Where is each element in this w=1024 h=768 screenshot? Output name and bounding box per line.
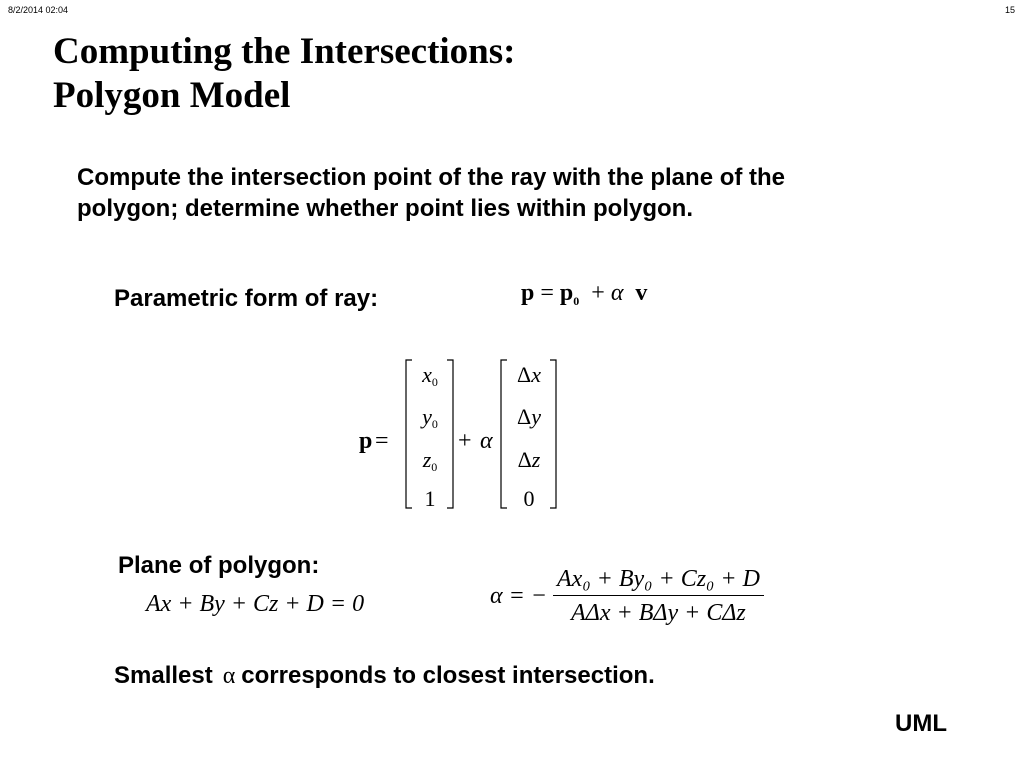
plane-label: Plane of polygon: [118,552,320,579]
plane-equation-text: Ax + By + Cz + D = 0 [146,591,365,617]
ray-matrix-equation [355,352,565,516]
ray-label: Parametric form of ray: [114,285,379,312]
alpha-formula [490,566,764,627]
ray-eq-alpha: α [610,280,624,306]
ray-eq-p0-sub: 0 [573,294,580,308]
conclusion-after: corresponds to closest intersection. [241,662,655,689]
alpha-formula-lhs: α = − [490,583,547,609]
vector2-right-bracket [550,360,556,508]
vector2-entry: Δx [517,362,541,387]
matrix-plus: + [458,428,472,454]
vector2-left-bracket [501,360,507,508]
matrix-equals: = [375,428,389,454]
alpha-denominator: AΔx + BΔy + CΔz [571,600,746,626]
matrix-alpha: α [480,428,493,454]
alpha-fraction [553,566,764,627]
vector1-entry: z0 [422,447,438,474]
uml-logo: UML [895,710,947,737]
slide-page-number: 15 [1004,5,1015,15]
vector2-entry: Δy [517,404,541,429]
vector1-entry: 1 [424,486,436,511]
conclusion-text [114,662,655,690]
intro-line-1: Compute the intersection point of the ray with the plane of the [77,164,786,191]
intro-text [77,162,785,224]
slide-title [53,30,515,118]
matrix-lhs-p: p [359,428,373,454]
ray-equation [521,280,647,307]
conclusion-before: Smallest [114,662,213,689]
vector2-entry: 0 [523,486,535,511]
ray-eq-v: v [635,280,648,306]
slide-title-line-1: Computing the Intersections: [53,31,516,72]
intro-line-2: polygon; determine whether point lies within polygon. [77,195,694,222]
ray-eq-p0: p [559,280,574,306]
vector1-left-bracket [406,360,412,508]
ray-eq-equals: = [540,280,554,306]
plane-equation [146,591,364,618]
vector1-right-bracket [447,360,453,508]
ray-eq-p: p [521,280,535,306]
alpha-numerator: Ax₀ + By₀ + Cz₀ + D [553,566,764,596]
slide-datetime: 8/2/2014 02:04 [8,5,69,15]
ray-eq-plus: + [591,280,605,306]
vector2-entry: Δz [517,447,541,472]
vector1-entry: x0 [422,362,438,389]
slide-title-line-2: Polygon Model [53,75,291,116]
vector1-entry: y0 [422,404,438,431]
conclusion-alpha-symbol: α [222,663,236,689]
